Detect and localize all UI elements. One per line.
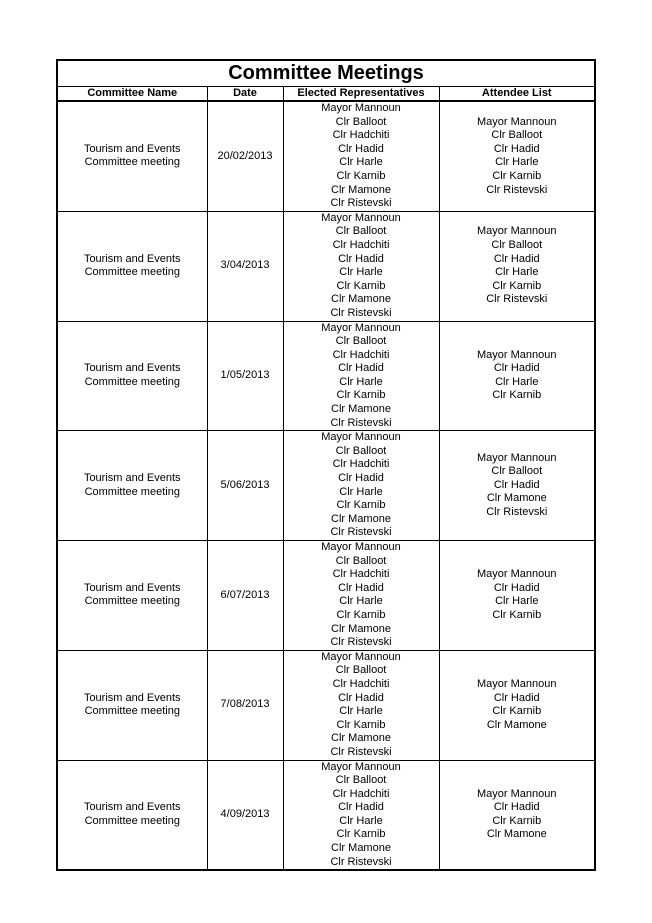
committee-name-cell-line: Tourism and Events [83, 362, 181, 375]
attendees-cell-line: Clr Ristevski [486, 293, 548, 306]
attendees-cell-line: Clr Mamone [486, 828, 547, 841]
representatives-cell-line: Clr Hadchiti [332, 238, 390, 251]
representatives-cell-line: Clr Mamone [331, 403, 391, 416]
attendees-cell-line: Clr Hadid [493, 581, 540, 594]
representatives-cell-line: Clr Harle [339, 705, 383, 718]
table-row [57, 211, 595, 321]
representatives-cell-line: Clr Hadid [338, 691, 384, 704]
column-header-date: Date [207, 87, 283, 102]
representatives-cell-line: Clr Mamone [331, 293, 391, 306]
representatives-cell-line: Clr Hadchiti [332, 787, 390, 800]
meeting-rows [57, 101, 595, 870]
attendees-cell-line: Clr Harle [495, 266, 539, 279]
representatives-cell-line: Clr Balloot [335, 225, 387, 238]
attendees-cell-line: Clr Mamone [486, 492, 547, 505]
committee-name-cell-line: Committee meeting [84, 485, 180, 498]
committee-name-cell [57, 101, 207, 211]
committee-name-cell-line: Committee meeting [84, 156, 180, 169]
attendees-cell-line: Clr Ristevski [486, 506, 548, 519]
attendees-cell-line: Clr Ristevski [486, 183, 548, 196]
representatives-cell-line: Clr Ristevski [330, 636, 392, 649]
attendees-cell-line: Clr Balloot [491, 238, 543, 251]
representatives-cell [283, 321, 439, 431]
representatives-cell-line: Clr Balloot [335, 774, 387, 787]
table-row [57, 321, 595, 431]
committee-name-cell-line: Committee meeting [84, 814, 180, 827]
representatives-cell-line: Clr Hadid [338, 252, 384, 265]
attendees-cell-line: Mayor Mannoun [477, 348, 557, 361]
column-header-committee-name: Committee Name [57, 87, 207, 102]
representatives-cell-line: Mayor Mannoun [321, 211, 401, 224]
attendees-cell-line: Clr Hadid [493, 142, 540, 155]
representatives-cell [283, 541, 439, 651]
representatives-cell-line: Clr Karnib [336, 389, 386, 402]
attendees-cell-line: Clr Hadid [493, 252, 540, 265]
representatives-cell-line: Clr Hadid [338, 801, 384, 814]
representatives-cell-line: Clr Mamone [331, 512, 391, 525]
representatives-cell-line: Clr Karnib [336, 169, 386, 182]
table-row [57, 541, 595, 651]
attendees-cell-line: Clr Hadid [493, 362, 540, 375]
attendees-cell-line: Clr Karnib [492, 705, 542, 718]
attendees-cell-line: Clr Balloot [491, 129, 543, 142]
representatives-cell-line: Clr Harle [339, 156, 383, 169]
representatives-cell-line: Mayor Mannoun [321, 102, 401, 114]
attendees-cell [439, 650, 595, 760]
date-cell: 4/09/2013 [207, 760, 283, 870]
attendees-cell-line: Clr Harle [495, 375, 539, 388]
table-title: Committee Meetings [57, 60, 595, 87]
representatives-cell-line: Clr Harle [339, 375, 383, 388]
committee-name-cell-line: Committee meeting [84, 705, 180, 718]
representatives-cell-line: Mayor Mannoun [321, 321, 401, 334]
table-row [57, 101, 595, 211]
date-cell: 1/05/2013 [207, 321, 283, 431]
representatives-cell-line: Clr Mamone [331, 842, 391, 855]
representatives-cell-line: Clr Karnib [336, 608, 386, 621]
attendees-cell-line: Clr Harle [495, 595, 539, 608]
representatives-cell-line: Clr Hadid [338, 581, 384, 594]
representatives-cell-line: Clr Mamone [331, 732, 391, 745]
attendees-cell [439, 211, 595, 321]
representatives-cell-line: Clr Ristevski [330, 745, 392, 758]
attendees-cell-line: Clr Hadid [493, 691, 540, 704]
representatives-cell-line: Mayor Mannoun [321, 760, 401, 773]
attendees-cell-line: Mayor Mannoun [477, 115, 557, 128]
attendees-cell [439, 321, 595, 431]
representatives-cell-line: Clr Hadchiti [332, 458, 390, 471]
committee-name-cell [57, 541, 207, 651]
representatives-cell-line: Clr Balloot [335, 444, 387, 457]
representatives-cell-line: Clr Harle [339, 814, 383, 827]
committee-name-cell-line: Tourism and Events [83, 472, 181, 485]
attendees-cell-line: Mayor Mannoun [477, 451, 557, 464]
committee-name-cell-line: Tourism and Events [83, 142, 181, 155]
attendees-cell-line: Clr Karnib [492, 608, 542, 621]
date-cell: 20/02/2013 [207, 101, 283, 211]
committee-name-cell [57, 211, 207, 321]
date-cell: 3/04/2013 [207, 211, 283, 321]
attendees-cell-line: Clr Mamone [486, 718, 547, 731]
representatives-cell-line: Clr Ristevski [330, 526, 392, 539]
attendees-cell [439, 541, 595, 651]
committee-name-cell [57, 321, 207, 431]
representatives-cell-line: Clr Hadid [338, 142, 384, 155]
representatives-cell [283, 760, 439, 870]
attendees-cell-line: Clr Hadid [493, 478, 540, 491]
representatives-cell-line: Clr Karnib [336, 279, 386, 292]
representatives-cell-line: Clr Balloot [335, 115, 387, 128]
representatives-cell-line: Clr Ristevski [330, 306, 392, 319]
date-cell: 6/07/2013 [207, 541, 283, 651]
attendees-cell [439, 760, 595, 870]
representatives-cell-line: Clr Hadchiti [332, 348, 390, 361]
attendees-cell-line: Clr Karnib [492, 279, 542, 292]
representatives-cell-line: Clr Ristevski [330, 855, 392, 868]
table-row [57, 650, 595, 760]
representatives-cell-line: Clr Hadchiti [332, 568, 390, 581]
representatives-cell [283, 431, 439, 541]
committee-name-cell-line: Tourism and Events [83, 581, 181, 594]
representatives-cell-line: Clr Karnib [336, 499, 386, 512]
representatives-cell-line: Clr Karnib [336, 718, 386, 731]
committee-name-cell-line: Committee meeting [84, 595, 180, 608]
attendees-cell [439, 431, 595, 541]
representatives-cell-line: Clr Ristevski [330, 197, 392, 210]
representatives-cell-line: Clr Harle [339, 485, 383, 498]
committee-name-cell-line: Committee meeting [84, 266, 180, 279]
representatives-cell-line: Mayor Mannoun [321, 650, 401, 663]
representatives-cell [283, 211, 439, 321]
representatives-cell-line: Clr Balloot [335, 664, 387, 677]
attendees-cell-line: Clr Harle [495, 156, 539, 169]
representatives-cell-line: Clr Hadid [338, 472, 384, 485]
header-row [57, 87, 595, 102]
attendees-cell-line: Mayor Mannoun [477, 787, 557, 800]
committee-name-cell-line: Tourism and Events [83, 801, 181, 814]
representatives-cell [283, 101, 439, 211]
representatives-cell-line: Clr Hadid [338, 362, 384, 375]
representatives-cell-line: Clr Hadchiti [332, 129, 390, 142]
representatives-cell-line: Clr Karnib [336, 828, 386, 841]
representatives-cell-line: Clr Balloot [335, 335, 387, 348]
representatives-cell-line: Clr Balloot [335, 554, 387, 567]
attendees-cell-line: Clr Karnib [492, 814, 542, 827]
representatives-cell-line: Clr Ristevski [330, 416, 392, 429]
representatives-cell-line: Clr Harle [339, 266, 383, 279]
committee-name-cell-line: Committee meeting [84, 375, 180, 388]
attendees-cell [439, 101, 595, 211]
attendees-cell-line: Clr Karnib [492, 169, 542, 182]
committee-meetings-table [56, 59, 596, 871]
attendees-cell-line: Clr Balloot [491, 465, 543, 478]
attendees-cell-line: Clr Karnib [492, 389, 542, 402]
representatives-cell-line: Clr Mamone [331, 183, 391, 196]
attendees-cell-line: Mayor Mannoun [477, 225, 557, 238]
representatives-cell-line: Mayor Mannoun [321, 541, 401, 553]
representatives-cell-line: Clr Harle [339, 595, 383, 608]
table-row [57, 760, 595, 870]
committee-name-cell-line: Tourism and Events [83, 691, 181, 704]
attendees-cell-line: Clr Hadid [493, 801, 540, 814]
date-cell: 5/06/2013 [207, 431, 283, 541]
representatives-cell-line: Mayor Mannoun [321, 431, 401, 444]
date-cell: 7/08/2013 [207, 650, 283, 760]
representatives-cell-line: Clr Hadchiti [332, 677, 390, 690]
table-row [57, 431, 595, 541]
column-header-elected-representatives: Elected Representatives [283, 87, 439, 102]
attendees-cell-line: Mayor Mannoun [477, 568, 557, 581]
committee-name-cell [57, 431, 207, 541]
column-header-attendee-list: Attendee List [439, 87, 595, 102]
representatives-cell-line: Clr Mamone [331, 622, 391, 635]
committee-name-cell [57, 650, 207, 760]
committee-name-cell [57, 760, 207, 870]
representatives-cell [283, 650, 439, 760]
attendees-cell-line: Mayor Mannoun [477, 677, 557, 690]
committee-name-cell-line: Tourism and Events [83, 252, 181, 265]
